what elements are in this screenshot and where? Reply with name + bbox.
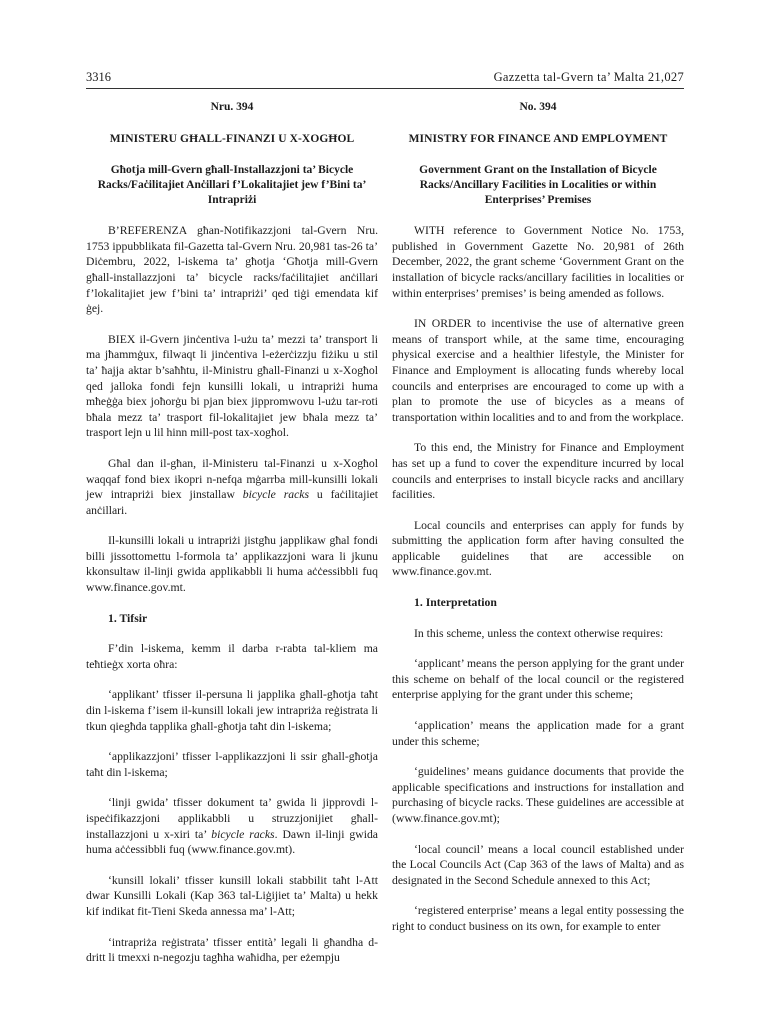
paragraph-fund-en: To this end, the Ministry for Finance and Employment has set up a fund to cover the expenditure incurred by local councils and enterprises to install bicycle racks and ancillary facilities. bbox=[392, 441, 684, 502]
definition-application-mt: ‘applikazzjoni’ tfisser l-applikazzjoni li ssir għall-għotja taħt din l-iskema; bbox=[86, 750, 378, 779]
definition-local-council-mt: ‘kunsill lokali’ tfisser kunsill lokali stabbilit taħt l-Att dwar Kunsilli Lokali (Kap 363 tal-Liġijiet ta’ Malta) u hekk kif indikat fit-Tieni Skeda annessa ma’ l-Att; bbox=[86, 873, 378, 918]
definition-registered-enterprise-mt: ‘intrapriża reġistrata’ tfisser entità’ legali li għandha d-dritt li tmexxi n-negozju tagħha waħidha, per eżempju bbox=[86, 935, 378, 965]
definition-applicant-en: ‘applicant’ means the person applying for the grant under this scheme on behalf of the local council or the registered enterprise applying for the grant under this scheme; bbox=[392, 657, 684, 702]
definition-guidelines-mt-emphasis: bicycle racks bbox=[211, 827, 275, 841]
definition-application-en: ‘application’ means the application made for a grant under this scheme; bbox=[392, 719, 684, 748]
definition-applicant-mt: ‘applikant’ tfisser il-persuna li japplika għall-għotja taħt din l-iskema f’isem il-kunsill lokali jew intrapriża reġistrata li tkun qiegħda tapplika għall-għotja taħt din l-iskema; bbox=[86, 688, 378, 733]
paragraph-reference-mt: B’REFERENZA għan-Notifikazzjoni tal-Gvern Nru. 1753 ippubblikata fil-Gazetta tal-Gvern Nru. 20,981 tas-26 ta’ Diċembru, 2022, l-iskema ta’ għotja ‘Għotja mill-Gvern għall-installazzjoni ta’ bicycle racks/faċilitajiet anċillari f’lokalitajiet jew f’bini ta’ intrapriżi’ qed tiġi emendata kif ġej. bbox=[86, 224, 378, 316]
definition-guidelines-mt-text-b: . Dawn il-linji gwida huma aċċessibbli fuq (www.finance.gov.mt). bbox=[86, 827, 378, 857]
definition-guidelines-mt-text-a: ‘linji gwida’ tfisser dokument ta’ gwida li jipprovdi l-ispeċifikazzjoni applikabbli u struzzjonijiet għall-installazzjoni u x-xiri ta’ bbox=[86, 796, 378, 841]
definition-guidelines-mt bbox=[86, 795, 378, 857]
paragraph-reference-en: WITH reference to Government Notice No. 1753, published in Government Gazette No. 20,981 of 26th December, 2022, the grant scheme ‘Government Grant on the installation of bicycle racks/ancillary facilities in localities or within enterprises’ premises’ is being amended as follows. bbox=[392, 224, 684, 300]
notice-number-mt: Nru. 394 bbox=[210, 101, 254, 113]
paragraph-fund-mt bbox=[86, 456, 378, 518]
page-number: 3316 bbox=[86, 70, 111, 84]
english-column bbox=[392, 100, 684, 950]
ministry-name-mt: MINISTERU GĦALL-FINANZI U X-XOGĦOL bbox=[109, 132, 355, 145]
definition-local-council-en: ‘local council’ means a local council established under the Local Councils Act (Cap 363 of the laws of Malta) and as designated in the Second Schedule annexed to this Act; bbox=[392, 842, 684, 887]
notice-title-en: Government Grant on the Installation of Bicycle Racks/Ancillary Facilities in Localities or within Enterprises’ Premises bbox=[419, 164, 657, 207]
paragraph-fund-mt-text-a: Għal dan il-għan, il-Ministeru tal-Finanzi u x-Xogħol waqqaf fond biex ikopri n-nefqa mġarrba mill-kunsilli lokali jew intrapriżi biex jinstallaw bbox=[86, 456, 378, 502]
definition-guidelines-en: ‘guidelines’ means guidance documents that provide the applicable specifications and instructions for installation and purchasing of bicycle racks. These guidelines are accessible at (www.finance.gov.mt); bbox=[392, 765, 684, 825]
section-heading-mt: 1. Tifsir bbox=[108, 611, 148, 625]
page-header bbox=[86, 70, 684, 86]
definitions-intro-en: In this scheme, unless the context otherwise requires: bbox=[414, 626, 664, 640]
paragraph-apply-mt: Il-kunsilli lokali u intrapriżi jistgħu japplikaw għal fondi billi jissottomettu l-formola ta’ applikazzjoni wara li jkunu kkonsultaw il-linji gwida applikabbli li huma aċċessibbli fuq www.finance.gov.mt. bbox=[86, 534, 378, 595]
maltese-column bbox=[86, 100, 378, 981]
section-heading-en: 1. Interpretation bbox=[414, 596, 497, 610]
ministry-name-en: MINISTRY FOR FINANCE AND EMPLOYMENT bbox=[408, 132, 668, 145]
paragraph-purpose-en: IN ORDER to incentivise the use of alternative green means of transport while, at the same time, encouraging physical exercise and a healthier lifestyle, the Minister for Finance and Employment is allocating funds whereby local councils and enterprises are encouraged to come up with a plan to promote the use of bicycles as a means of transportation within localities and to and from the workplace. bbox=[392, 317, 684, 424]
notice-title-mt: Għotja mill-Gvern għall-Installazzjoni ta’ Bicycle Racks/Faċilitajiet Anċillari f’Lokalitajiet jew f’Bini ta’ Intrapriżi bbox=[97, 164, 367, 207]
notice-number-en: No. 394 bbox=[519, 101, 557, 113]
gazette-title: Gazzetta tal-Gvern ta’ Malta 21,027 bbox=[493, 70, 684, 84]
header-rule bbox=[86, 88, 684, 89]
definition-registered-enterprise-en: ‘registered enterprise’ means a legal entity possessing the right to conduct business on its own, for example to enter bbox=[392, 904, 684, 933]
paragraph-fund-mt-text-b: u faċilitajiet anċillari. bbox=[86, 488, 379, 517]
paragraph-apply-en: Local councils and enterprises can apply for funds by submitting the application form after having consulted the applicable guidelines that are accessible on www.finance.gov.mt. bbox=[392, 518, 684, 579]
definitions-intro-mt: F’din l-iskema, kemm il darba r-rabta tal-kliem ma teħtieġx xorta oħra: bbox=[86, 642, 378, 671]
paragraph-fund-mt-emphasis: bicycle racks bbox=[242, 488, 310, 502]
paragraph-purpose-mt: BIEX il-Gvern jinċentiva l-użu ta’ mezzi ta’ transport li ma jħammġux, filwaqt li jinċentiva l-eżerċizzju fiżiku u stil ta’ ħajja aktar b’saħħtu, il-Ministru għall-Finanzi u x-Xogħol qed jalloka fondi fejn kunsilli lokali, u intrapriżi huma mħeġġa biex joħorġu bi pjan biex jippromwovu l-użu tar-roti bħala mezz ta’ trasport fil-lokalitajiet jew bħala mezz ta’ trasport lejn u lil hinn mill-post tax-xogħol. bbox=[86, 332, 378, 440]
